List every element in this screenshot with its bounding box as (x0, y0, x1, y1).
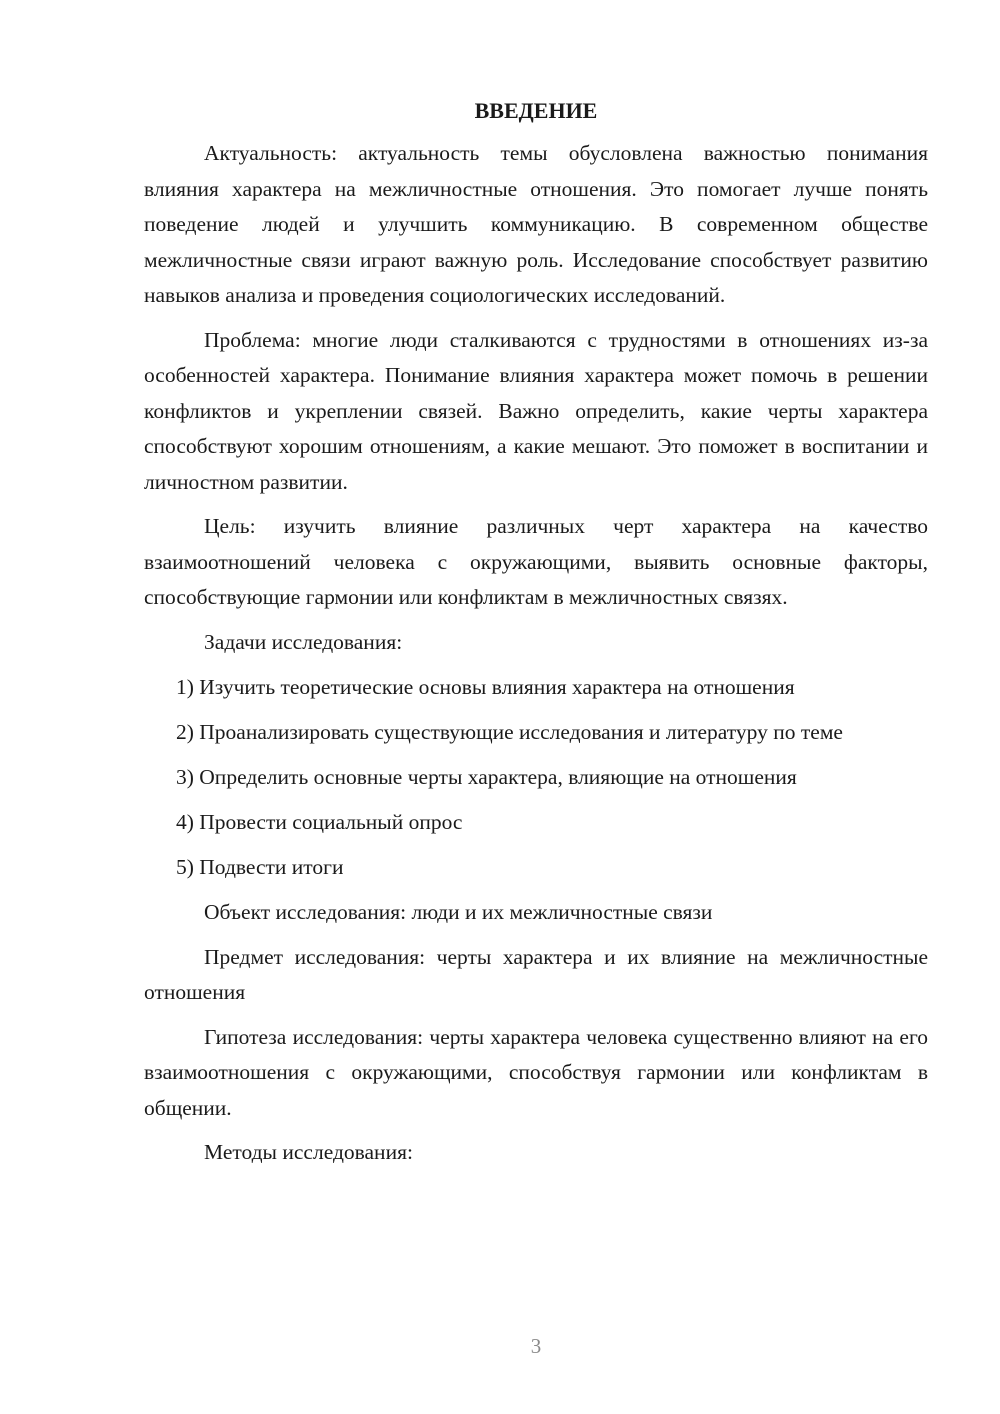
task-item: 1) Изучить теоретические основы влияния характера на отношения (176, 674, 795, 699)
section-title: ВВЕДЕНИЕ (474, 98, 598, 123)
tasks-list (144, 670, 928, 886)
object-paragraph: Объект исследования: люди и их межличностные связи (204, 899, 713, 924)
methods-heading: Методы исследования: (204, 1140, 413, 1164)
task-item: 2) Проанализировать существующие исследования и литературу по теме (176, 719, 843, 744)
hypothesis-paragraph: Гипотеза исследования: черты характера человека существенно влияют на его взаимоотношения с окружающими, способствуя гармонии или конфликтам в общении. (144, 1024, 928, 1120)
problem-paragraph: Проблема: многие люди сталкиваются с трудностями в отношениях из-за особенностей характера. Понимание влияния характера может помочь в решении конфликтов и укреплении связей. Важно определить, какие черты характера способствуют хорошим отношениям, а какие мешают. Это поможет в воспитании и личностном развитии. (144, 327, 928, 494)
goal-paragraph: Цель: изучить влияние различных черт характера на качество взаимоотношений человека с окружающими, выявить основные факторы, способствующие гармонии или конфликтам в межличностных связях. (144, 514, 928, 609)
task-item: 3) Определить основные черты характера, влияющие на отношения (176, 764, 797, 789)
subject-paragraph: Предмет исследования: черты характера и их влияние на межличностные отношения (144, 944, 928, 1004)
relevance-paragraph: Актуальность: актуальность темы обусловлена важностью понимания влияния характера на межличностные отношения. Это помогает лучше понять поведение людей и улучшить коммуникацию. В современном обществе межличностные связи играют важную роль. Исследование способствует развитию навыков анализа и проведения социологических исследований. (144, 141, 928, 307)
tasks-heading: Задачи исследования: (204, 629, 403, 654)
page-number: 3 (530, 1334, 542, 1358)
document-page (144, 96, 928, 1180)
task-item: 4) Провести социальный опрос (176, 809, 463, 834)
task-item: 5) Подвести итоги (176, 854, 344, 879)
